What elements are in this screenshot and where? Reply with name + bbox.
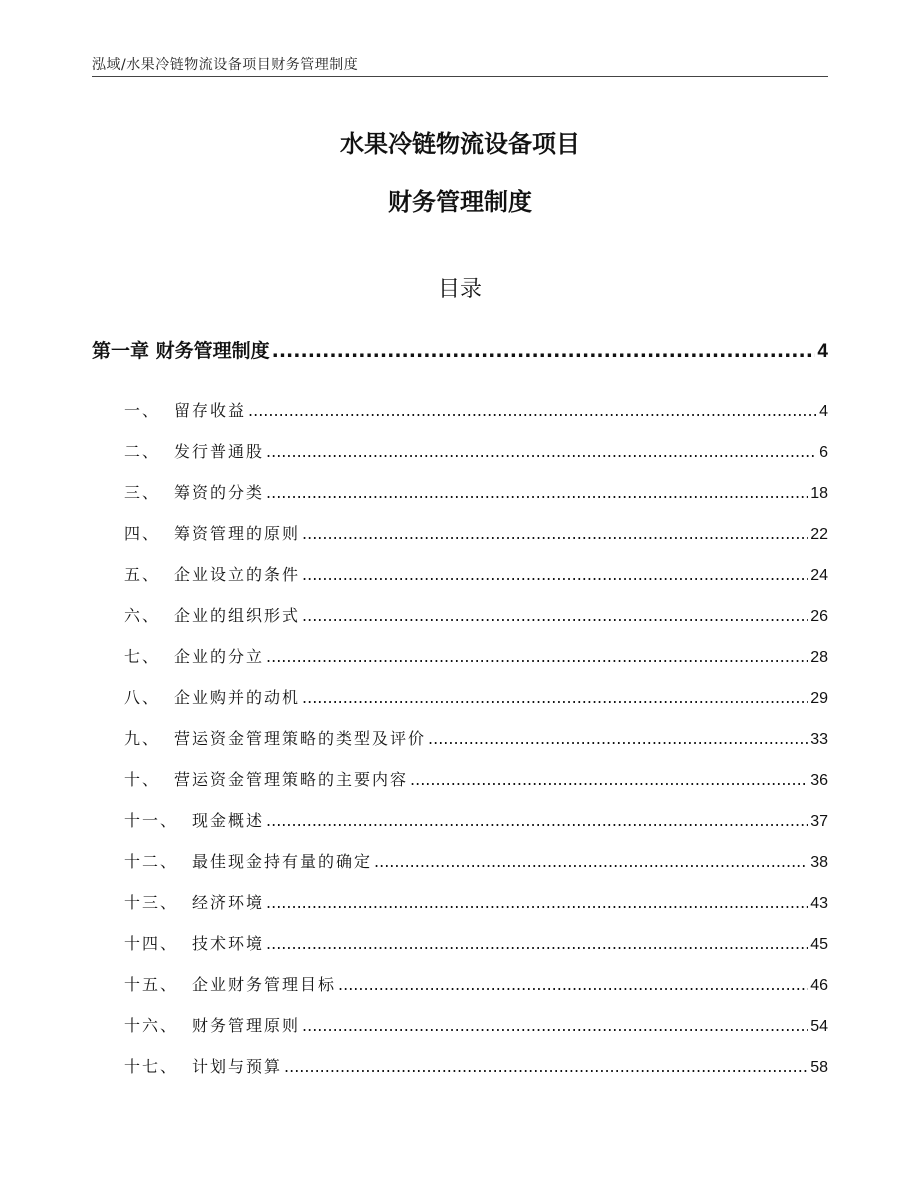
toc-leader-dots <box>302 1016 808 1035</box>
toc-leader-dots <box>266 811 808 830</box>
toc-entry[interactable] <box>124 767 828 790</box>
toc-page-number: 36 <box>810 772 828 789</box>
toc-page-number: 28 <box>810 649 828 666</box>
toc-entry-title: 现金概述 <box>192 811 265 830</box>
toc-leader-dots <box>302 688 808 707</box>
toc-leader-dots <box>266 647 808 666</box>
toc-entry-number: 十六 <box>124 1016 161 1035</box>
toc-page-number: 24 <box>810 567 828 584</box>
toc-entry-separator: 、 <box>160 1016 179 1035</box>
toc-entry-separator: 、 <box>160 893 179 912</box>
toc-entry-number: 十四 <box>124 934 161 953</box>
toc-entry[interactable] <box>124 1054 828 1077</box>
toc-entry[interactable] <box>124 562 828 585</box>
toc-page-number: 54 <box>810 1018 828 1035</box>
toc-entry-title: 企业的分立 <box>174 647 265 666</box>
toc-leader-dots <box>410 770 808 789</box>
toc-entry[interactable] <box>124 972 828 995</box>
toc-page-number: 43 <box>810 895 828 912</box>
toc-entry-title: 财务管理原则 <box>192 1016 301 1035</box>
toc-entry-title: 筹资管理的原则 <box>174 524 301 543</box>
toc-leader-dots <box>272 340 816 362</box>
toc-entry-number: 二 <box>124 442 143 461</box>
toc-entry-separator: 、 <box>142 483 161 502</box>
toc-entry[interactable] <box>124 726 828 749</box>
toc-heading: 目录 <box>437 277 482 302</box>
toc-leader-dots <box>266 893 808 912</box>
toc-chapter-entry[interactable] <box>92 336 828 363</box>
toc-entry-number: 十三 <box>124 893 161 912</box>
toc-entry-separator: 、 <box>160 811 179 830</box>
toc-entry-separator: 、 <box>142 565 161 584</box>
toc-entry-separator: 、 <box>142 729 161 748</box>
toc-entry[interactable] <box>124 931 828 954</box>
toc-entry-separator: 、 <box>160 934 179 953</box>
header-rule <box>92 76 828 77</box>
toc-entry-title: 筹资的分类 <box>174 483 265 502</box>
toc-entry-separator: 、 <box>142 647 161 666</box>
toc-leader-dots <box>338 975 808 994</box>
toc-chapter-label: 第一章 财务管理制度 <box>92 340 270 362</box>
toc-entry-title: 经济环境 <box>192 893 265 912</box>
toc-page-number: 38 <box>810 854 828 871</box>
toc-entry[interactable] <box>124 521 828 544</box>
toc-entry[interactable] <box>124 439 828 462</box>
toc-entry[interactable] <box>124 685 828 708</box>
toc-entry-title: 计划与预算 <box>192 1057 283 1076</box>
toc-entry[interactable] <box>124 480 828 503</box>
toc-entry-separator: 、 <box>142 688 161 707</box>
toc-entry-number: 十 <box>124 770 143 789</box>
toc-entry-title: 企业财务管理目标 <box>192 975 337 994</box>
toc-entry-number: 十一 <box>124 811 161 830</box>
toc-entry[interactable] <box>124 808 828 831</box>
toc-leader-dots <box>248 401 817 420</box>
running-header: 泓域/水果冷链物流设备项目财务管理制度 <box>92 57 359 73</box>
toc-entry-number: 五 <box>124 565 143 584</box>
toc-page-number: 26 <box>810 608 828 625</box>
toc-leader-dots <box>284 1057 808 1076</box>
toc-leader-dots <box>428 729 808 748</box>
toc-entry-title: 营运资金管理策略的类型及评价 <box>174 729 427 748</box>
toc-page-number: 6 <box>819 444 828 461</box>
toc-page-number: 45 <box>810 936 828 953</box>
toc-entry-number: 十七 <box>124 1057 161 1076</box>
toc-entry[interactable] <box>124 398 828 421</box>
toc-entry-number: 八 <box>124 688 143 707</box>
toc-entry[interactable] <box>124 890 828 913</box>
toc-entry[interactable] <box>124 644 828 667</box>
toc-entry-number: 三 <box>124 483 143 502</box>
document-title: 水果冷链物流设备项目 <box>340 130 580 158</box>
toc-entry-separator: 、 <box>142 606 161 625</box>
toc-entry[interactable] <box>124 849 828 872</box>
toc-entry-separator: 、 <box>142 770 161 789</box>
toc-entry-number: 九 <box>124 729 143 748</box>
toc-entry-number: 十五 <box>124 975 161 994</box>
toc-entry-number: 一 <box>124 401 143 420</box>
toc-entry-separator: 、 <box>160 1057 179 1076</box>
toc-leader-dots <box>266 442 817 461</box>
toc-entry-separator: 、 <box>142 524 161 543</box>
toc-leader-dots <box>266 483 808 502</box>
toc-entry-number: 六 <box>124 606 143 625</box>
toc-page-number: 4 <box>817 341 828 362</box>
toc-leader-dots <box>302 606 808 625</box>
toc-entry-title: 最佳现金持有量的确定 <box>192 852 373 871</box>
toc-entry-separator: 、 <box>142 401 161 420</box>
toc-page-number: 58 <box>810 1059 828 1076</box>
toc-page-number: 46 <box>810 977 828 994</box>
toc-entry-separator: 、 <box>160 852 179 871</box>
toc-page-number: 37 <box>810 813 828 830</box>
toc-entry-title: 发行普通股 <box>174 442 265 461</box>
toc-entry-title: 留存收益 <box>174 401 247 420</box>
toc-entry-number: 四 <box>124 524 143 543</box>
toc-leader-dots <box>302 565 808 584</box>
toc-page-number: 29 <box>810 690 828 707</box>
toc-entry[interactable] <box>124 1013 828 1036</box>
toc-entry-title: 企业的组织形式 <box>174 606 301 625</box>
toc-entry-number: 十二 <box>124 852 161 871</box>
toc-entry-separator: 、 <box>160 975 179 994</box>
toc-entry-number: 七 <box>124 647 143 666</box>
toc-page-number: 22 <box>810 526 828 543</box>
toc-entry-title: 技术环境 <box>192 934 265 953</box>
toc-entry-title: 企业设立的条件 <box>174 565 301 584</box>
toc-page-number: 18 <box>810 485 828 502</box>
toc-leader-dots <box>266 934 808 953</box>
toc-leader-dots <box>302 524 808 543</box>
toc-entry[interactable] <box>124 603 828 626</box>
toc-page-number: 33 <box>810 731 828 748</box>
document-subtitle: 财务管理制度 <box>388 188 532 216</box>
toc-entry-title: 企业购并的动机 <box>174 688 301 707</box>
toc-entry-title: 营运资金管理策略的主要内容 <box>174 770 409 789</box>
toc-page-number: 4 <box>819 403 828 420</box>
toc-entry-separator: 、 <box>142 442 161 461</box>
toc-leader-dots <box>374 852 808 871</box>
